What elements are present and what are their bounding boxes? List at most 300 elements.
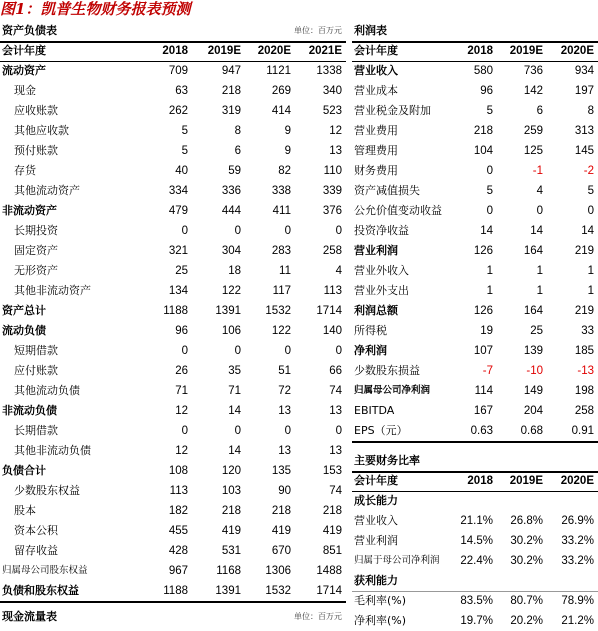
row-value: 12 — [175, 405, 188, 417]
table-row — [0, 221, 346, 241]
row-value: 336 — [221, 185, 241, 197]
table-row — [0, 561, 346, 581]
balance-sheet-unit: 单位：百万元 — [294, 26, 342, 35]
income-statement-header — [352, 41, 598, 61]
row-value: 125 — [523, 145, 543, 157]
row-value: 185 — [574, 345, 594, 357]
row-value: 262 — [168, 105, 188, 117]
header-label: 会计年度 — [354, 44, 398, 57]
row-value: 12 — [329, 125, 342, 137]
row-value: 4 — [536, 185, 543, 197]
row-value: 14 — [581, 225, 594, 237]
table-row — [352, 281, 598, 301]
row-value: 103 — [221, 485, 241, 497]
row-value: 419 — [322, 525, 342, 537]
table-row — [352, 361, 598, 381]
table-row — [352, 141, 598, 161]
row-value: 14 — [228, 405, 241, 417]
header-year: 2019E — [509, 45, 543, 57]
row-label: 营业利润 — [354, 534, 398, 547]
row-label: 净利率(%) — [354, 614, 407, 627]
row-value: 26.8% — [510, 515, 543, 527]
table-row — [0, 141, 346, 161]
row-value: 1 — [536, 265, 543, 277]
row-label: 短期借款 — [14, 344, 58, 357]
table-row — [0, 481, 346, 501]
row-value: 66 — [329, 365, 342, 377]
table-row — [352, 221, 598, 241]
row-label: 无形资产 — [14, 264, 58, 277]
balance-sheet-title-row — [0, 21, 346, 41]
row-value: 140 — [322, 325, 342, 337]
row-value: 0.68 — [520, 425, 543, 437]
row-value: 523 — [322, 105, 342, 117]
balance-bottom-rule — [0, 601, 346, 603]
row-label: 资产减值损失 — [354, 184, 420, 197]
row-value: 419 — [221, 525, 241, 537]
row-value: 1168 — [216, 565, 241, 577]
ratios-title-row — [352, 451, 598, 471]
row-value: 0 — [486, 165, 493, 177]
row-value: 218 — [473, 125, 493, 137]
row-value: 117 — [272, 285, 291, 297]
row-value: 96 — [175, 325, 188, 337]
row-value: 13 — [278, 445, 291, 457]
row-label: 应付账款 — [14, 364, 58, 377]
row-label: EBITDA — [354, 404, 395, 417]
row-label: 其他流动负债 — [14, 384, 80, 397]
row-value: 11 — [279, 265, 291, 277]
row-label: 营业外支出 — [354, 284, 409, 297]
row-value: 218 — [271, 505, 291, 517]
row-value: 204 — [523, 405, 543, 417]
row-label: 所得税 — [354, 324, 387, 337]
row-label: 归属于母公司净利润 — [354, 555, 440, 566]
table-row — [0, 341, 346, 361]
row-value: 139 — [523, 345, 543, 357]
row-label: 固定资产 — [14, 244, 58, 257]
row-value: 340 — [322, 85, 342, 97]
table-row — [352, 531, 598, 551]
row-value: 108 — [168, 465, 188, 477]
row-value: 218 — [221, 85, 241, 97]
row-value: 1188 — [163, 585, 188, 597]
row-value: 4 — [335, 265, 342, 277]
ratios-section-rule — [352, 591, 598, 592]
row-value: 338 — [271, 185, 291, 197]
row-value: 670 — [271, 545, 291, 557]
table-row — [352, 571, 598, 591]
table-row — [352, 381, 598, 401]
row-value: 126 — [473, 245, 493, 257]
table-row — [0, 421, 346, 441]
table-row — [352, 511, 598, 531]
row-value: 35 — [228, 365, 241, 377]
row-value: 934 — [574, 65, 594, 77]
balance-sheet-title: 资产负债表 — [2, 24, 57, 37]
row-value: 8 — [234, 125, 241, 137]
row-value: 80.7% — [510, 595, 543, 607]
row-value: 219 — [574, 245, 594, 257]
row-value: 134 — [168, 285, 188, 297]
row-value: 71 — [175, 385, 188, 397]
income-statement-title: 利润表 — [354, 24, 387, 37]
row-label: 少数股东损益 — [354, 364, 420, 377]
header-year: 2020E — [560, 45, 594, 57]
cash-flow-unit: 单位：百万元 — [294, 612, 342, 621]
row-value: 13 — [329, 445, 342, 457]
row-value: 14 — [228, 445, 241, 457]
row-value: 30.2% — [510, 535, 543, 547]
table-row — [352, 181, 598, 201]
balance-header-rule — [0, 61, 346, 62]
row-label: 管理费用 — [354, 144, 398, 157]
row-value: 82 — [278, 165, 291, 177]
ratios-top-rule — [352, 471, 598, 473]
row-value: 1532 — [265, 305, 291, 317]
income-header-rule — [352, 61, 598, 62]
row-label: 归属母公司净利润 — [354, 385, 431, 396]
row-value: 736 — [523, 65, 543, 77]
row-value: 1 — [587, 285, 594, 297]
row-value: 1 — [486, 285, 493, 297]
header-label: 会计年度 — [2, 44, 46, 57]
row-label: 归属母公司股东权益 — [2, 565, 88, 576]
row-value: 135 — [271, 465, 291, 477]
table-row — [0, 361, 346, 381]
row-value: 419 — [271, 525, 291, 537]
row-value: 259 — [523, 125, 543, 137]
row-value: 14 — [530, 225, 543, 237]
row-value: 428 — [168, 545, 188, 557]
table-row — [0, 201, 346, 221]
row-value: 19 — [480, 325, 493, 337]
row-value: 25 — [530, 325, 543, 337]
row-label: 财务费用 — [354, 164, 398, 177]
row-value: 313 — [574, 125, 594, 137]
table-row — [0, 101, 346, 121]
row-value: 9 — [284, 125, 291, 137]
row-value: 33.2% — [561, 535, 594, 547]
row-value: 319 — [221, 105, 241, 117]
row-value: 153 — [322, 465, 342, 477]
row-value: 0 — [181, 225, 188, 237]
row-label: 流动资产 — [2, 64, 46, 77]
row-value: 110 — [323, 165, 342, 177]
row-value: 90 — [278, 485, 291, 497]
table-row — [352, 61, 598, 81]
row-label: 营业收入 — [354, 64, 398, 77]
table-row — [352, 401, 598, 421]
row-value: 0 — [536, 205, 543, 217]
ratios-header-rule — [352, 491, 598, 492]
table-row — [352, 341, 598, 361]
row-label: 非流动负债 — [2, 404, 57, 417]
ratios-title: 主要财务比率 — [354, 454, 420, 467]
row-value: 0 — [234, 225, 241, 237]
row-value: -1 — [532, 165, 543, 177]
row-value: 74 — [329, 485, 342, 497]
row-value: 283 — [271, 245, 291, 257]
row-value: 164 — [523, 245, 543, 257]
row-value: 126 — [473, 305, 493, 317]
header-year: 2020E — [560, 475, 594, 487]
row-value: 13 — [329, 145, 342, 157]
row-value: 0 — [587, 205, 594, 217]
row-value: 40 — [175, 165, 188, 177]
row-value: 1121 — [266, 65, 291, 77]
cash-flow-table — [0, 607, 346, 627]
row-value: 33.2% — [561, 555, 594, 567]
row-value: 113 — [169, 485, 188, 497]
row-value: 198 — [574, 385, 594, 397]
row-value: 1 — [587, 265, 594, 277]
row-value: 18 — [228, 265, 241, 277]
row-value: 218 — [221, 505, 241, 517]
row-value: 14.5% — [460, 535, 493, 547]
row-value: 580 — [473, 65, 493, 77]
row-value: 8 — [587, 105, 594, 117]
row-value: 104 — [473, 145, 493, 157]
table-row — [0, 261, 346, 281]
row-value: 25 — [175, 265, 188, 277]
row-value: 145 — [574, 145, 594, 157]
row-value: 376 — [322, 205, 342, 217]
row-value: 114 — [474, 385, 493, 397]
row-value: 1391 — [215, 585, 241, 597]
row-label: 流动负债 — [2, 324, 46, 337]
row-value: 120 — [221, 465, 241, 477]
income-top-rule — [352, 41, 598, 43]
row-label: 其他非流动资产 — [14, 284, 91, 297]
row-value: 219 — [574, 305, 594, 317]
row-value: 142 — [523, 85, 543, 97]
row-value: 5 — [587, 185, 594, 197]
row-value: 0 — [486, 205, 493, 217]
row-value: 74 — [329, 385, 342, 397]
table-row — [352, 241, 598, 261]
row-label: 获利能力 — [354, 574, 398, 587]
row-value: 1306 — [265, 565, 291, 577]
row-value: 21.1% — [460, 515, 493, 527]
row-value: -2 — [583, 165, 594, 177]
row-value: 269 — [271, 85, 291, 97]
row-value: 182 — [168, 505, 188, 517]
row-label: 成长能力 — [354, 494, 398, 507]
table-row — [352, 551, 598, 571]
report-title: 图1：凯普生物财务报表预测 — [0, 0, 191, 18]
row-value: 258 — [574, 405, 594, 417]
row-value: 258 — [322, 245, 342, 257]
table-row — [352, 261, 598, 281]
row-label: 资产总计 — [2, 304, 46, 317]
row-value: 1 — [536, 285, 543, 297]
row-value: 26.9% — [561, 515, 594, 527]
row-value: 83.5% — [460, 595, 493, 607]
row-value: 304 — [221, 245, 241, 257]
row-value: 1488 — [316, 565, 342, 577]
table-row — [0, 161, 346, 181]
row-value: 164 — [523, 305, 543, 317]
row-value: 967 — [168, 565, 188, 577]
row-label: 负债合计 — [2, 464, 46, 477]
row-label: 应收账款 — [14, 104, 58, 117]
table-row — [0, 441, 346, 461]
row-value: 12 — [175, 445, 188, 457]
table-row — [0, 581, 346, 601]
row-value: 0 — [335, 345, 342, 357]
table-row — [352, 161, 598, 181]
table-row — [352, 121, 598, 141]
table-row — [352, 321, 598, 341]
row-value: 709 — [168, 65, 188, 77]
row-value: 21.2% — [561, 615, 594, 627]
row-label: 其他非流动负债 — [14, 444, 91, 457]
balance-sheet-table — [0, 21, 346, 601]
row-value: 19.7% — [460, 615, 493, 627]
row-label: 营业利润 — [354, 244, 398, 257]
row-label: 长期借款 — [14, 424, 58, 437]
row-label: 非流动资产 — [2, 204, 57, 217]
row-value: 13 — [278, 405, 291, 417]
row-value: 1188 — [163, 305, 188, 317]
row-label: 毛利率(%) — [354, 594, 407, 607]
row-label: 预付账款 — [14, 144, 58, 157]
row-value: -7 — [482, 365, 493, 377]
row-value: 72 — [278, 385, 291, 397]
table-row — [352, 301, 598, 321]
table-row — [0, 541, 346, 561]
row-value: 107 — [473, 345, 493, 357]
row-value: 1338 — [316, 65, 342, 77]
row-label: 其他流动资产 — [14, 184, 80, 197]
row-value: 33 — [581, 325, 594, 337]
row-value: 113 — [323, 285, 342, 297]
row-label: EPS（元） — [354, 424, 408, 437]
table-row — [0, 521, 346, 541]
row-value: 96 — [480, 85, 493, 97]
row-value: 51 — [278, 365, 291, 377]
row-value: 59 — [228, 165, 241, 177]
table-row — [0, 301, 346, 321]
row-value: 9 — [284, 145, 291, 157]
income-statement-table — [352, 21, 598, 441]
row-value: 1714 — [316, 305, 342, 317]
row-label: 投资净收益 — [354, 224, 409, 237]
row-label: 负债和股东权益 — [2, 584, 79, 597]
row-value: 14 — [480, 225, 493, 237]
row-label: 营业成本 — [354, 84, 398, 97]
row-value: 531 — [221, 545, 241, 557]
cash-flow-title-row — [0, 607, 346, 627]
table-row — [0, 401, 346, 421]
table-row — [0, 121, 346, 141]
row-value: 122 — [221, 285, 241, 297]
row-value: 0 — [181, 425, 188, 437]
row-label: 其他应收款 — [14, 124, 69, 137]
row-label: 净利润 — [354, 344, 387, 357]
table-row — [0, 241, 346, 261]
header-year: 2021E — [308, 45, 342, 57]
row-value: 20.2% — [510, 615, 543, 627]
row-value: 0 — [335, 225, 342, 237]
row-value: 1 — [486, 265, 493, 277]
table-row — [0, 281, 346, 301]
header-year: 2019E — [509, 475, 543, 487]
header-year: 2018 — [162, 45, 188, 57]
row-label: 长期投资 — [14, 224, 58, 237]
table-row — [352, 201, 598, 221]
header-year: 2019E — [207, 45, 241, 57]
row-label: 营业税金及附加 — [354, 104, 431, 117]
table-row — [0, 501, 346, 521]
row-value: 197 — [574, 85, 594, 97]
balance-sheet-header — [0, 41, 346, 61]
table-row — [352, 491, 598, 511]
row-value: 0 — [181, 345, 188, 357]
table-row — [352, 421, 598, 441]
row-value: 78.9% — [561, 595, 594, 607]
row-label: 少数股东权益 — [14, 484, 80, 497]
row-value: 411 — [272, 205, 291, 217]
row-label: 留存收益 — [14, 544, 58, 557]
row-value: 30.2% — [510, 555, 543, 567]
row-label: 营业收入 — [354, 514, 398, 527]
row-value: 0 — [234, 345, 241, 357]
ratios-header — [352, 471, 598, 491]
table-row — [0, 181, 346, 201]
row-value: 122 — [271, 325, 291, 337]
row-value: 1391 — [215, 305, 241, 317]
row-value: 26 — [175, 365, 188, 377]
table-row — [0, 461, 346, 481]
row-value: 13 — [329, 405, 342, 417]
cash-flow-title: 现金流量表 — [2, 610, 57, 623]
row-value: 5 — [181, 125, 188, 137]
row-value: 1532 — [265, 585, 291, 597]
row-label: 资本公积 — [14, 524, 58, 537]
row-value: 947 — [221, 65, 241, 77]
table-row — [352, 101, 598, 121]
row-label: 存货 — [14, 164, 36, 177]
row-value: 321 — [168, 245, 188, 257]
row-value: 455 — [168, 525, 188, 537]
income-bottom-rule — [352, 441, 598, 443]
row-value: 5 — [486, 185, 493, 197]
table-row — [0, 81, 346, 101]
row-value: 339 — [322, 185, 342, 197]
table-row — [352, 591, 598, 611]
row-value: 1714 — [316, 585, 342, 597]
row-value: 334 — [168, 185, 188, 197]
row-value: 71 — [228, 385, 241, 397]
row-value: 0 — [284, 225, 291, 237]
table-row — [0, 321, 346, 341]
table-row — [352, 81, 598, 101]
row-value: 479 — [168, 205, 188, 217]
row-value: 0 — [284, 425, 291, 437]
row-value: 851 — [322, 545, 342, 557]
financial-ratios-table — [352, 451, 598, 631]
row-label: 营业费用 — [354, 124, 398, 137]
row-value: 218 — [322, 505, 342, 517]
row-value: 63 — [175, 85, 188, 97]
row-label: 公允价值变动收益 — [354, 204, 442, 217]
table-row — [0, 61, 346, 81]
row-value: 0.91 — [571, 425, 594, 437]
row-value: 6 — [536, 105, 543, 117]
row-value: 167 — [473, 405, 493, 417]
